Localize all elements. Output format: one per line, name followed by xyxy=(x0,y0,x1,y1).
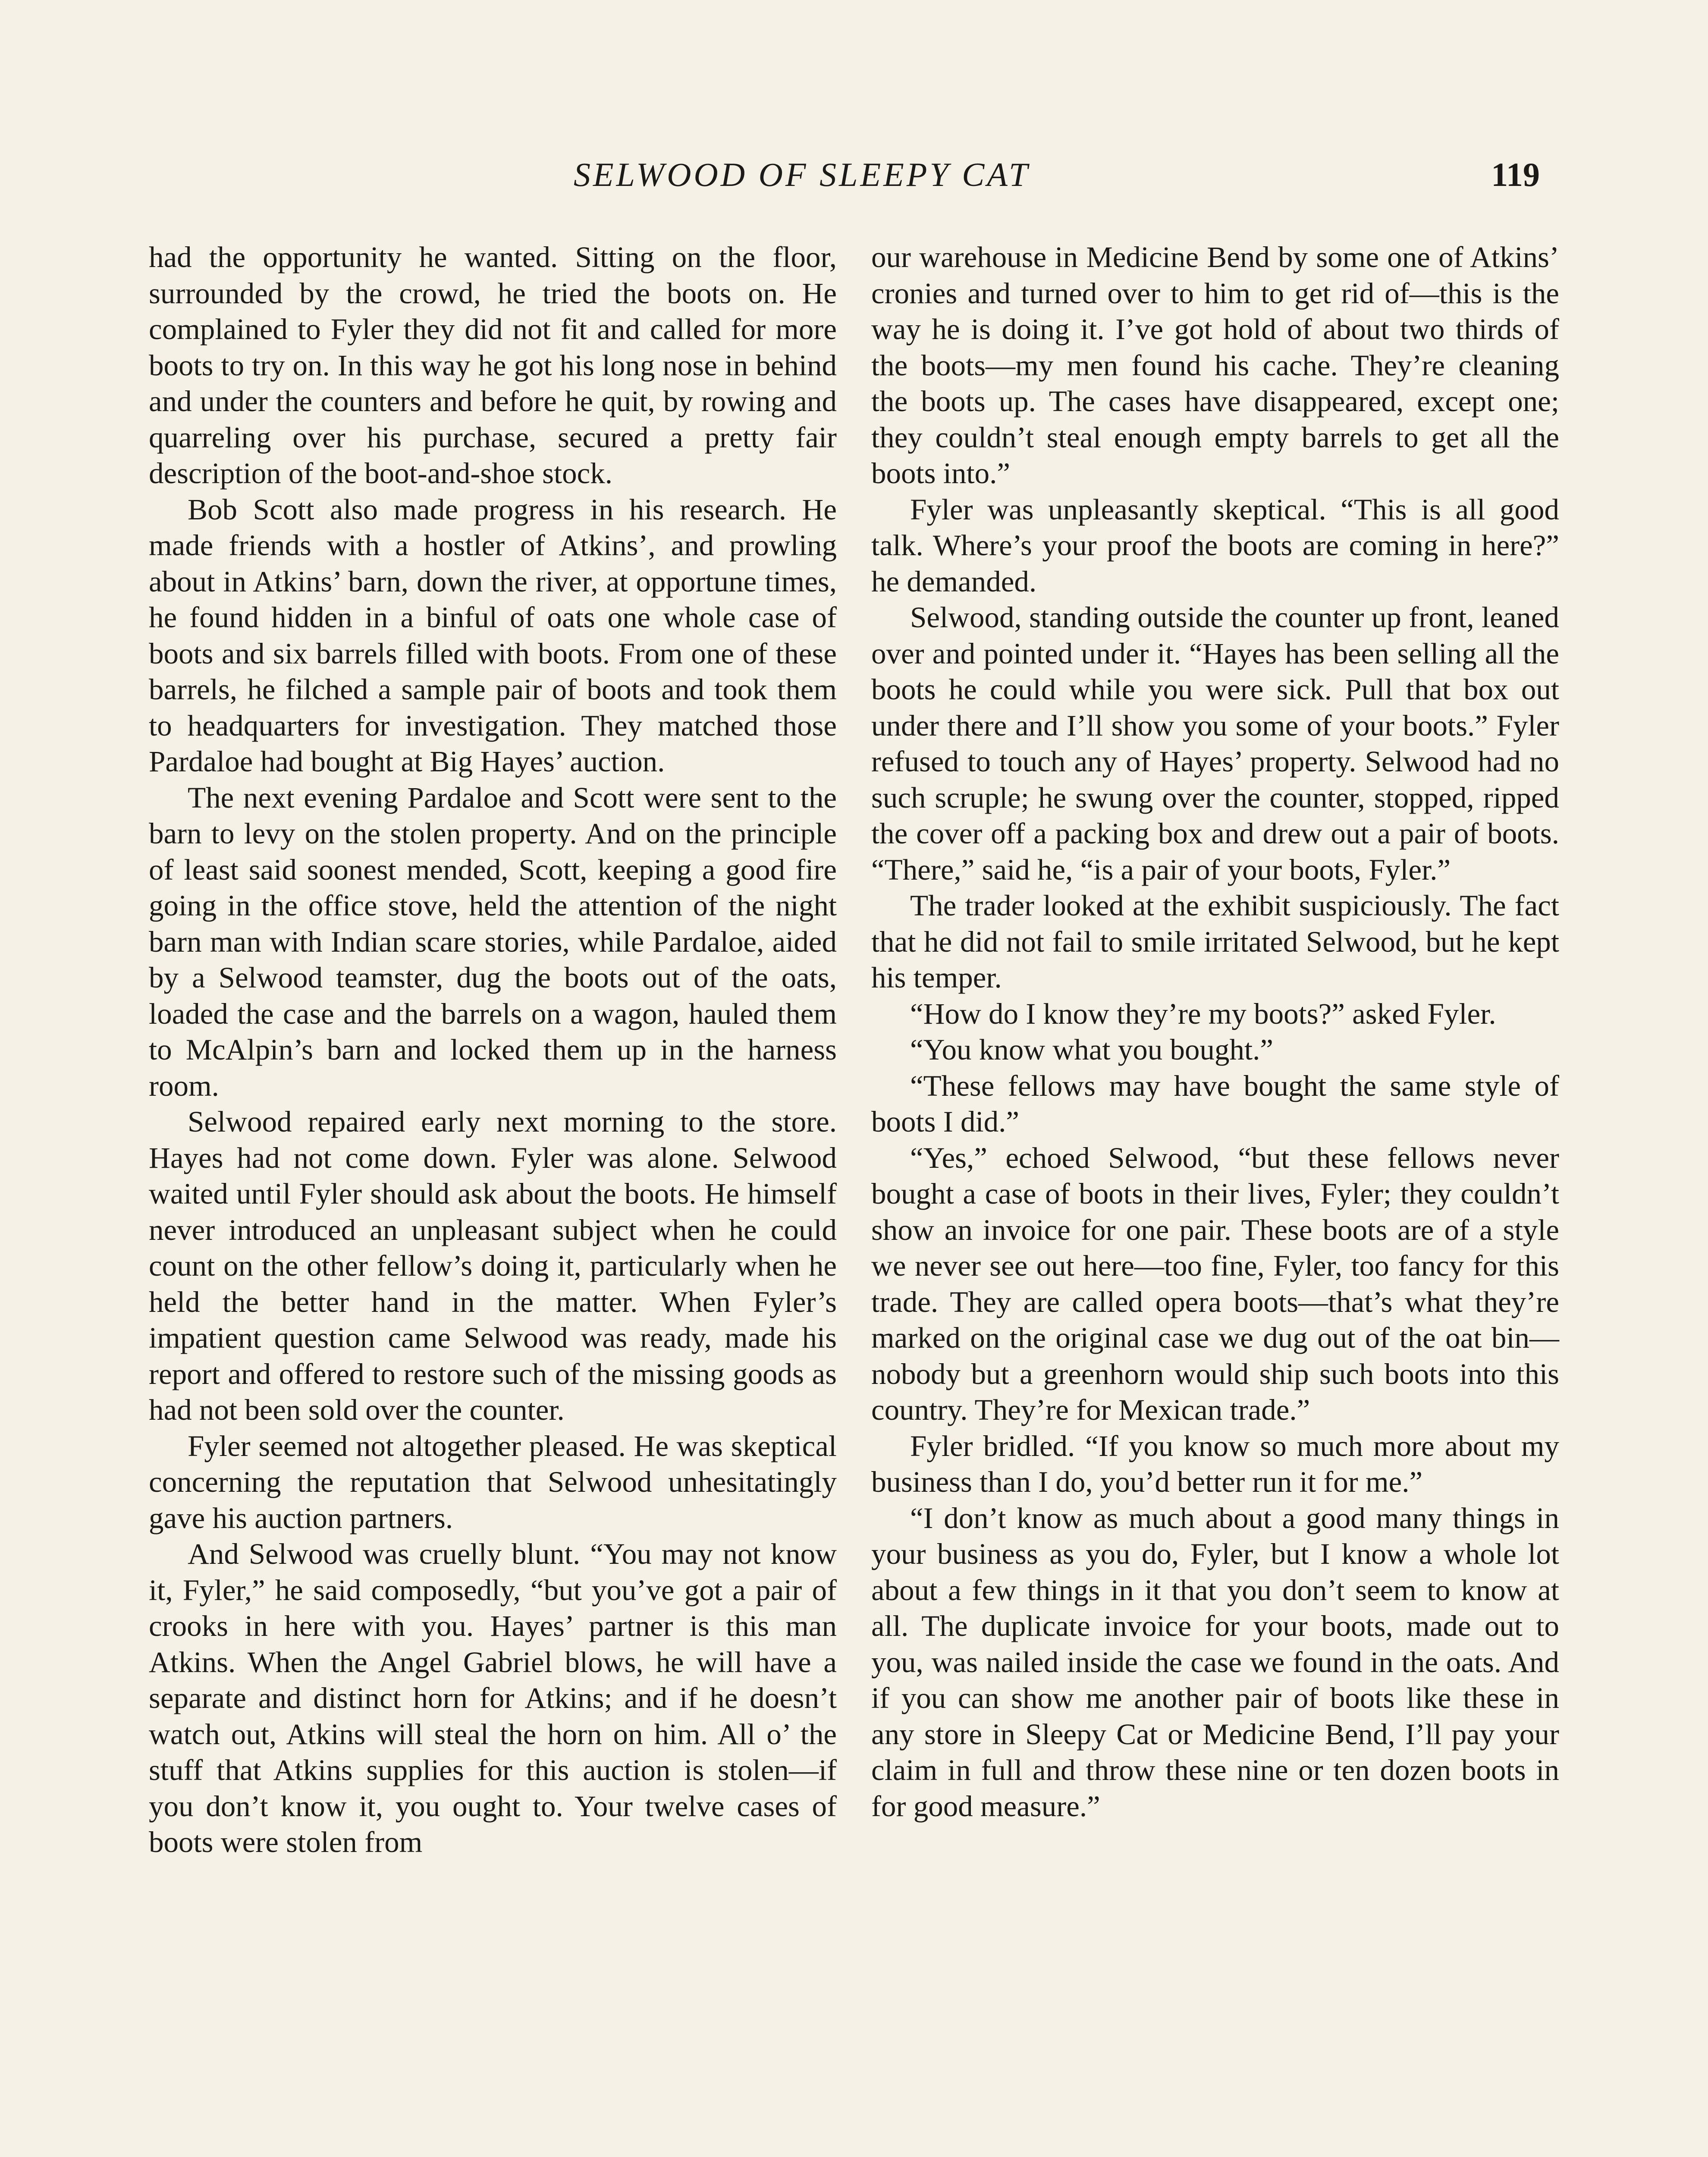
paragraph: And Selwood was cruelly blunt. “You may not know it, Fyler,” he said composedly, “but you’ve got a pair of crooks in here with you. Hayes’ partner is this man Atkins. When the Angel Gabriel blows, he will have a separate and distinct horn for Atkins; and if he doesn’t watch out, Atkins will steal the horn on him. All o’ the stuff that Atkins supplies for this auction is stolen—if you don’t know it, you ought to. Your twelve cases of boots were stolen from xyxy=(149,1538,837,1858)
paragraph: “Yes,” echoed Selwood, “but these fellows never bought a case of boots in their lives, Fyler; they couldn’t show an invoice for one pair. These boots are of a style we never see out here—too fine, Fyler, too fancy for this trade. They are called opera boots—that’s what they’re marked on the original case we dug out of the oat bin—nobody but a greenhorn would ship such boots into this country. They’re for Mexican trade.” xyxy=(871,1141,1559,1426)
right-column xyxy=(871,239,1559,1824)
left-column xyxy=(149,239,837,1861)
paragraph: Fyler bridled. “If you know so much more about my business than I do, you’d better run it for me.” xyxy=(871,1429,1559,1498)
paragraph: “I don’t know as much about a good many things in your business as you do, Fyler, but I know a whole lot about a few things in it that you don’t seem to know at all. The duplicate invoice for your boots, made out to you, was nailed inside the case we found in the oats. And if you can show me another pair of boots like these in any store in Sleepy Cat or Medicine Bend, I’ll pay your claim in full and throw these nine or ten dozen boots in for good measure.” xyxy=(871,1501,1559,1823)
paragraph: had the opportunity he wanted. Sitting on the floor, surrounded by the crowd, he tried the boots on. He complained to Fyler they did not fit and called for more boots to try on. In this way he got his long nose in behind and under the counters and before he quit, by rowing and quarreling over his purchase, secured a pretty fair description of the boot-and-shoe stock. xyxy=(149,241,837,490)
paragraph: Selwood repaired early next morning to the store. Hayes had not come down. Fyler was alone. Selwood waited until Fyler should ask about the boots. He himself never introduced an unpleasant subject when he could count on the other fellow’s doing it, particularly when he held the better hand in the matter. When Fyler’s impatient question came Selwood was ready, made his report and offered to restore such of the missing goods as had not been sold over the counter. xyxy=(149,1105,837,1426)
paragraph: Bob Scott also made progress in his research. He made friends with a hostler of Atkins’, and prowling about in Atkins’ barn, down the river, at opportune times, he found hidden in a binful of oats one whole case of boots and six barrels filled with boots. From one of these barrels, he filched a sample pair of boots and took them to headquarters for investigation. They matched those Pardaloe had bought at Big Hayes’ auction. xyxy=(149,493,837,778)
paragraph: Selwood, standing outside the counter up front, leaned over and pointed under it. “Hayes has been selling all the boots he could while you were sick. Pull that box out under there and I’ll show you some of your boots.” Fyler refused to touch any of Hayes’ property. Selwood had no such scruple; he swung over the counter, stopped, ripped the cover off a packing box and drew out a pair of boots. “There,” said he, “is a pair of your boots, Fyler.” xyxy=(871,601,1559,886)
page-number: 119 xyxy=(1491,156,1540,193)
running-head: SELWOOD OF SLEEPY CAT xyxy=(574,156,1030,193)
paragraph: “You know what you bought.” xyxy=(910,1033,1274,1066)
paragraph: “How do I know they’re my boots?” asked Fyler. xyxy=(910,997,1496,1030)
paragraph: The next evening Pardaloe and Scott were sent to the barn to levy on the stolen property. And on the principle of least said soonest mended, Scott, keeping a good fire going in the office stove, held the attention of the night barn man with Indian scare stories, while Pardaloe, aided by a Selwood teamster, dug the boots out of the oats, loaded the case and the barrels on a wagon, hauled them to McAlpin’s barn and locked them up in the harness room. xyxy=(149,781,837,1102)
paragraph: The trader looked at the exhibit suspiciously. The fact that he did not fail to smile irritated Selwood, but he kept his temper. xyxy=(871,889,1559,994)
paragraph: “These fellows may have bought the same style of boots I did.” xyxy=(871,1069,1559,1138)
paragraph: Fyler was unpleasantly skeptical. “This is all good talk. Where’s your proof the boots are coming in here?” he demanded. xyxy=(871,493,1559,598)
paragraph: Fyler seemed not altogether pleased. He was skeptical concerning the reputation that Selwood unhesitatingly gave his auction partners. xyxy=(149,1429,837,1534)
paragraph: our warehouse in Medicine Bend by some one of Atkins’ cronies and turned over to him to get rid of—this is the way he is doing it. I’ve got hold of about two thirds of the boots—my men found his cache. They’re cleaning the boots up. The cases have disappeared, except one; they couldn’t steal enough empty barrels to get all the boots into.” xyxy=(871,241,1559,490)
